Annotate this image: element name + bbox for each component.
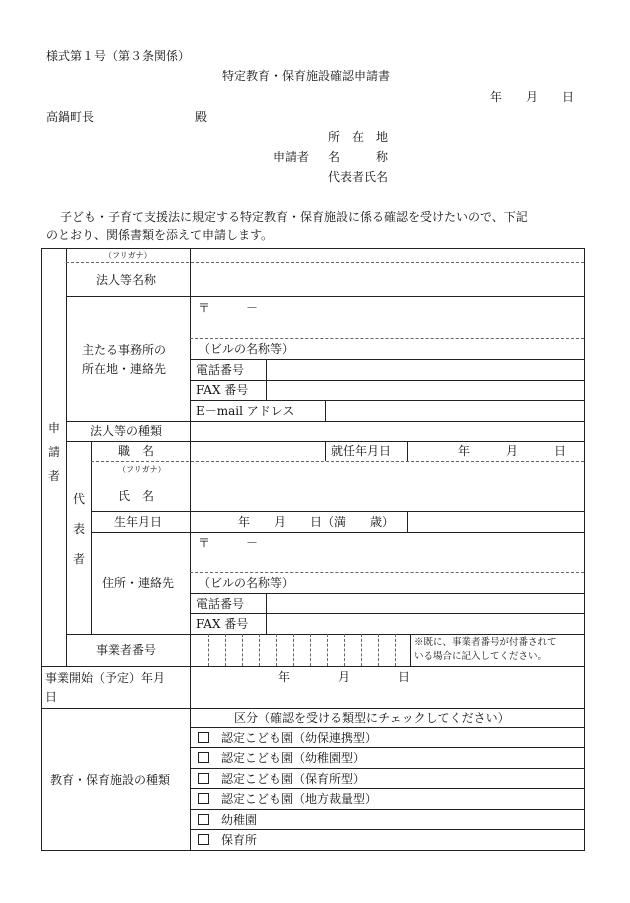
business-number-note-1: ※既に、事業者番号が付番されて <box>414 637 557 648</box>
intro-line-2: のとおり、関係書類を添えて申請します。 <box>46 228 274 242</box>
checkbox-icon[interactable] <box>198 814 209 825</box>
document-title: 特定教育・保育施設確認申請書 <box>222 69 391 83</box>
addressee: 高鍋町長 <box>46 110 95 124</box>
checkbox-icon[interactable] <box>198 773 209 784</box>
rep-birth-value: 年 月 日（満 歳） <box>238 515 395 529</box>
rep-appointed-label: 就任年月日 <box>331 444 392 458</box>
facility-option-row[interactable] <box>198 833 257 847</box>
rep-furigana-label: （フリガナ） <box>118 465 166 474</box>
address-label: 所 在 地 <box>328 130 389 144</box>
representative-side-label: 代 表 者 <box>72 492 85 566</box>
rep-position-label: 職 名 <box>118 444 155 458</box>
office-building: （ビルの名称等） <box>198 342 295 356</box>
office-postal: 〒 － <box>198 301 259 315</box>
office-label-2: 所在地・連絡先 <box>82 362 167 376</box>
business-number-note-2: いる場合に記入してください。 <box>414 651 548 662</box>
facility-option-row[interactable] <box>198 731 377 745</box>
facility-option-row[interactable] <box>198 792 377 806</box>
rep-appointed-date: 年 月 日 <box>458 444 567 458</box>
business-number-label: 事業者番号 <box>96 643 157 657</box>
rep-birth-label: 生年月日 <box>114 515 163 529</box>
facility-category-header: 区分（確認を受ける類型にチェックしてください） <box>234 711 510 725</box>
facility-option-row[interactable] <box>198 751 365 765</box>
facility-option-label: 保育所 <box>221 833 258 847</box>
start-date-value: 年 月 日 <box>278 670 411 684</box>
office-email-label: E－mail アドレス <box>196 404 295 418</box>
rep-postal: 〒 － <box>198 536 259 550</box>
name-label: 名 称 <box>328 150 389 164</box>
office-label-1: 主たる事務所の <box>82 343 167 357</box>
date-line: 年 月 日 <box>490 90 575 104</box>
corp-furigana-label: （フリガナ） <box>104 251 152 260</box>
corp-type-label: 法人等の種類 <box>90 424 163 438</box>
applicant-side-label: 申 請 者 <box>47 421 60 483</box>
rep-address-label: 住所・連絡先 <box>102 576 175 590</box>
facility-type-label: 教育・保育施設の種類 <box>50 773 171 787</box>
facility-option-label: 認定こども園（幼保連携型） <box>221 731 378 745</box>
facility-option-row[interactable] <box>198 813 257 827</box>
applicant-label: 申請者 <box>273 150 310 164</box>
honorific: 殿 <box>195 110 208 124</box>
checkbox-icon[interactable] <box>198 793 209 804</box>
checkbox-icon[interactable] <box>198 732 209 743</box>
rep-phone-label: 電話番号 <box>196 597 245 611</box>
facility-option-label: 認定こども園（幼稚園型） <box>221 751 366 765</box>
rep-fax-label: FAX 番号 <box>196 617 249 631</box>
checkbox-icon[interactable] <box>198 752 209 763</box>
office-fax-label: FAX 番号 <box>196 383 249 397</box>
rep-building: （ビルの名称等） <box>198 576 295 590</box>
start-date-label-1: 事業開始（予定）年月 <box>45 671 166 685</box>
facility-option-row[interactable] <box>198 772 365 786</box>
facility-option-label: 認定こども園（保育所型） <box>221 772 366 786</box>
start-date-label-2: 日 <box>45 690 58 704</box>
rep-name-label: 氏 名 <box>118 489 155 503</box>
checkbox-icon[interactable] <box>198 834 209 845</box>
corp-name-label: 法人等名称 <box>96 273 157 287</box>
form-number: 様式第１号（第３条関係） <box>46 49 191 63</box>
intro-line-1: 子ども・子育て支援法に規定する特定教育・保育施設に係る確認を受けたいので、下記 <box>60 210 528 224</box>
representative-name-label: 代表者氏名 <box>328 170 389 184</box>
facility-option-label: 幼稚園 <box>221 813 258 827</box>
facility-option-label: 認定こども園（地方裁量型） <box>221 792 378 806</box>
office-phone-label: 電話番号 <box>196 363 245 377</box>
